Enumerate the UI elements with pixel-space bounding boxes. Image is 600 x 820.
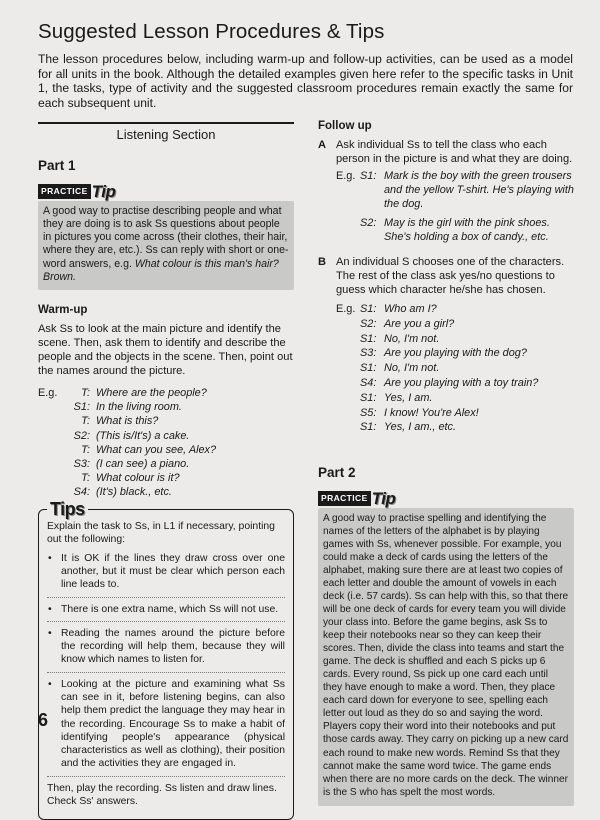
followup-heading: Follow up	[318, 120, 372, 132]
list-item: • Looking at the picture and examining what Ss can see in it, before listening begins, can also help them predict the language they may hear in the recording. Encourage Ss to make a habit of identifying people's appearance (physical characteristics as well as clothing), their position and the activities they are engaged in.	[47, 678, 285, 777]
followup-a-dialog	[336, 170, 574, 245]
practice-tip-label	[318, 488, 396, 508]
practice-tip-box	[38, 201, 294, 291]
dialog-line: S1: No, I'm not.	[360, 362, 440, 375]
tips-title: Tips	[47, 500, 88, 518]
tip-label-text: Tip	[91, 181, 116, 201]
tip-label-text: Tip	[371, 488, 396, 508]
left-column	[38, 122, 294, 820]
dialog-line: E.g. S1: Who am I?	[336, 302, 437, 315]
followup-b-dialog	[336, 303, 574, 435]
dialog-line: S4: (It's) black., etc.	[73, 485, 172, 498]
dialog-line: E.g. T: Where are the people?	[38, 387, 207, 400]
followup-item-b: B An individual S chooses one of the characters. The rest of the class ask yes/no questions to guess which character he/she has chosen.	[318, 255, 565, 296]
dialog-line: S1: No, I'm not.	[360, 332, 440, 345]
tips-box	[38, 499, 294, 820]
practice-tip-box-2: A good way to practise spelling and identifying the names of the letters of the alphabet is by playing games with Ss, whenever possible. For example, you could make a deck of cards using the letters of the alphabet, making sure there are at least two copies of each letter and double the amount of vowels in each deck (i.e. 57 cards). Ss can help with this, so that there will be one deck of cards for every team you will divide your class into. Before the game begins, ask Ss to keep their notebooks near so they can keep their scores. Then, divide the class into teams and start the game. The deck is shuffled and each S picks up 6 cards. Every round, Ss pick up one card each until they have enough to make a word. Then, they place each card down for everyone to see, spelling each letter out loud as they do so and saying the word. Players copy their word into their notebooks and put those cards away. They carry on picking up a new card each round to make new words. Remind Ss that they cannot make the same word twice. The game ends when there are no more cards on the deck. The winner is the S who has spelt the most words.	[318, 508, 574, 806]
dialog-line: S2: May is the girl with the pink shoes. She's holding a box of candy., etc.	[360, 217, 550, 244]
practice-tip-example: What colour is this man's hair? Brown.	[43, 257, 279, 283]
dialog-line: S1: Yes, I am., etc.	[360, 421, 457, 434]
part-2-title: Part 2	[318, 465, 356, 481]
dialog-line: S5: I know! You're Alex!	[360, 406, 479, 419]
dialog-line: T: What can you see, Alex?	[81, 443, 217, 456]
warmup-text: Ask Ss to look at the main picture and identify the scene. Then, ask them to identify and describe the people and the objects in the scene. Then, point out the names around the picture.	[38, 323, 293, 378]
dialog-line: E.g. S1: Mark is the boy with the green trousers and the yellow T-shirt. He's playing with the dog.	[336, 170, 574, 210]
practice-label-text: PRACTICE	[318, 491, 371, 506]
practice-tip-text: A good way to practise describing people and what they are doing is to ask Ss questions about people in pictures you come across (their clothes, their hair, where they are, etc.). Ss can reply with short or one-word answers, e.g.	[43, 204, 289, 270]
dialog-line: S3: (I can see) a piano.	[73, 457, 190, 470]
list-item: • Reading the names around the picture before the recording will help them, because they will know which names to listen for.	[47, 627, 285, 673]
list-item: • There is one extra name, which Ss will not use.	[47, 603, 285, 622]
dialog-line: S1: Yes, I am.	[360, 391, 433, 404]
tips-list	[47, 552, 285, 777]
dialog-line: T: What is this?	[81, 415, 159, 428]
list-item: • It is OK if the lines they draw cross over one another, but it must be clear which person each line leads to.	[47, 552, 285, 598]
tips-outro: Then, play the recording. Ss listen and draw lines. Check Ss' answers.	[47, 782, 277, 808]
dialog-line: T: What colour is it?	[81, 471, 180, 484]
dialog-line: S4: Are you playing with a toy train?	[360, 376, 539, 389]
section-heading: Listening Section	[38, 122, 294, 142]
dialog-line: S3: Are you playing with the dog?	[360, 347, 527, 360]
intro-paragraph: The lesson procedures below, including warm-up and follow-up activities, can be used as a model for all units in the book. Although the detailed examples given here refer to the specific tasks in Unit 1, the tasks, type of activity and the suggested classroom procedures remain exactly the same for each subsequent unit.	[38, 52, 573, 110]
practice-label-text: PRACTICE	[38, 184, 91, 199]
dialog-line: S1: In the living room.	[73, 401, 182, 414]
practice-tip-label	[38, 181, 116, 201]
right-column	[318, 120, 574, 806]
page-number: 6	[38, 710, 49, 730]
dialog-line: S2: Are you a girl?	[360, 317, 455, 330]
part-1-title: Part 1	[38, 158, 76, 173]
tips-intro: Explain the task to Ss, in L1 if necessary, pointing out the following:	[47, 521, 275, 546]
warmup-dialog	[38, 386, 294, 499]
page-title: Suggested Lesson Procedures & Tips	[38, 20, 385, 43]
followup-item-a: A Ask individual Ss to tell the class who each person in the picture is and what they are doing.	[318, 139, 573, 165]
dialog-line: S2: (This is/It's) a cake.	[73, 429, 190, 442]
warmup-heading: Warm-up	[38, 304, 88, 317]
